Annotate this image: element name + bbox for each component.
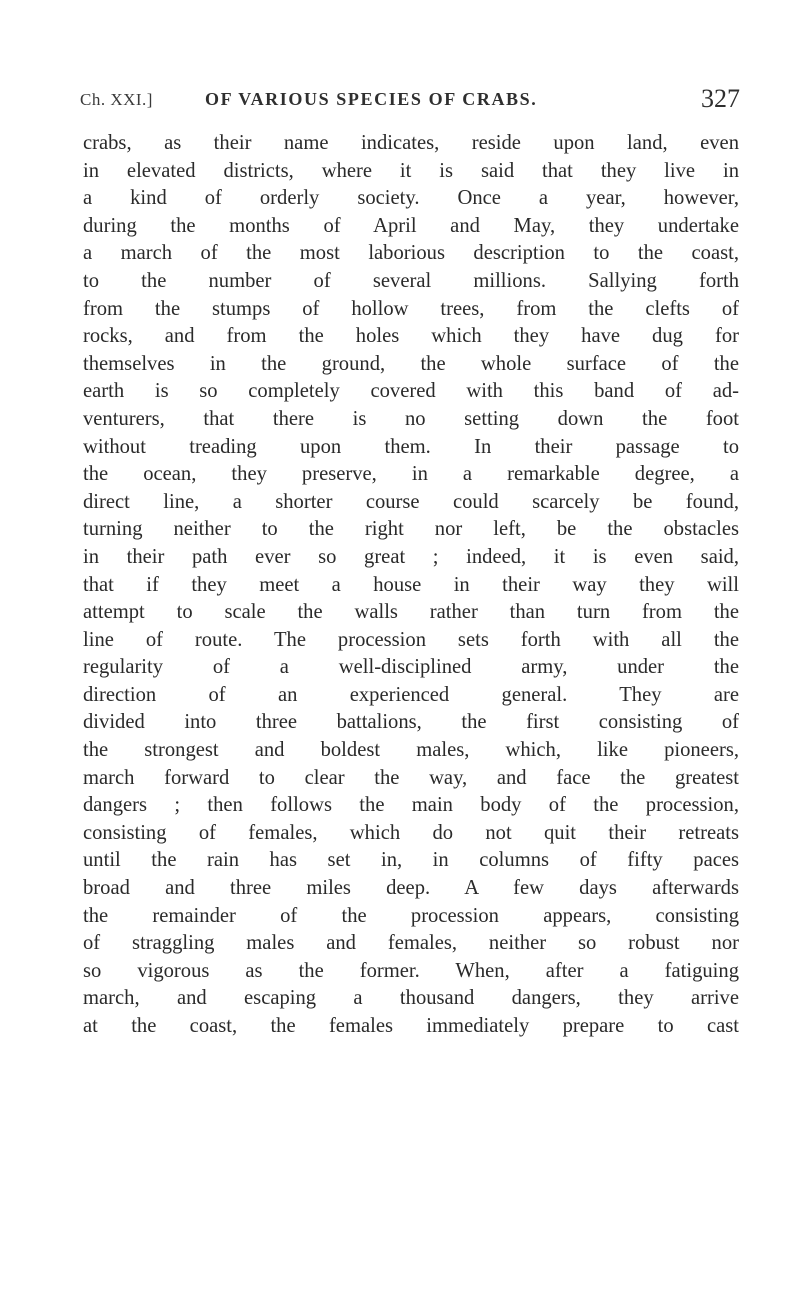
- text-line: the ocean, they preserve, in a remarkable degree, a: [83, 463, 739, 486]
- text-line: the remainder of the procession appears, consisting: [83, 904, 739, 927]
- text-line: so vigorous as the former. When, after a fatiguing: [83, 959, 739, 982]
- text-line: until the rain has set in, in columns of fifty paces: [83, 849, 739, 872]
- text-line: earth is so completely covered with this band of ad-: [83, 380, 739, 403]
- text-line: in their path ever so great ; indeed, it is even said,: [83, 545, 739, 568]
- text-line: attempt to scale the walls rather than turn from the: [83, 601, 739, 624]
- text-line: venturers, that there is no setting down the foot: [83, 407, 739, 430]
- text-line: broad and three miles deep. A few days afterwards: [83, 877, 739, 900]
- text-line: the strongest and boldest males, which, like pioneers,: [83, 739, 739, 762]
- text-line: march, and escaping a thousand dangers, they arrive: [83, 987, 739, 1010]
- running-header: [80, 84, 740, 116]
- text-line: rocks, and from the holes which they have dug for: [83, 325, 739, 348]
- page-number: 327: [701, 84, 740, 113]
- text-line: during the months of April and May, they undertake: [83, 214, 739, 237]
- text-line: consisting of females, which do not quit their retreats: [83, 821, 739, 844]
- text-line: direct line, a shorter course could scarcely be found,: [83, 490, 739, 513]
- chapter-reference: Ch. XXI.]: [80, 90, 153, 109]
- text-line: of straggling males and females, neither so robust nor: [83, 932, 739, 955]
- text-line: without treading upon them. In their passage to: [83, 435, 739, 458]
- text-line: turning neither to the right nor left, be the obstacles: [83, 518, 739, 541]
- text-line: a march of the most laborious description to the coast,: [83, 242, 739, 265]
- text-line: dangers ; then follows the main body of the procession,: [83, 794, 739, 817]
- text-line: themselves in the ground, the whole surface of the: [83, 352, 739, 375]
- text-line: a kind of orderly society. Once a year, however,: [83, 187, 739, 210]
- text-line: crabs, as their name indicates, reside upon land, even: [83, 132, 739, 154]
- text-line: march forward to clear the way, and face the greatest: [83, 766, 739, 789]
- text-line: line of route. The procession sets forth with all the: [83, 628, 739, 651]
- text-line: that if they meet a house in their way they will: [83, 573, 739, 596]
- body-text: [83, 130, 739, 1041]
- text-line: in elevated districts, where it is said that they live in: [83, 159, 739, 182]
- text-line: from the stumps of hollow trees, from the clefts of: [83, 297, 739, 320]
- text-line: direction of an experienced general. They are: [83, 683, 739, 706]
- text-line: divided into three battalions, the first consisting of: [83, 711, 739, 734]
- text-line: at the coast, the females immediately prepare to cast: [83, 1015, 739, 1037]
- text-line: regularity of a well-disciplined army, under the: [83, 656, 739, 679]
- text-line: to the number of several millions. Sallying forth: [83, 269, 739, 292]
- running-title: OF VARIOUS SPECIES OF CRABS.: [205, 89, 538, 109]
